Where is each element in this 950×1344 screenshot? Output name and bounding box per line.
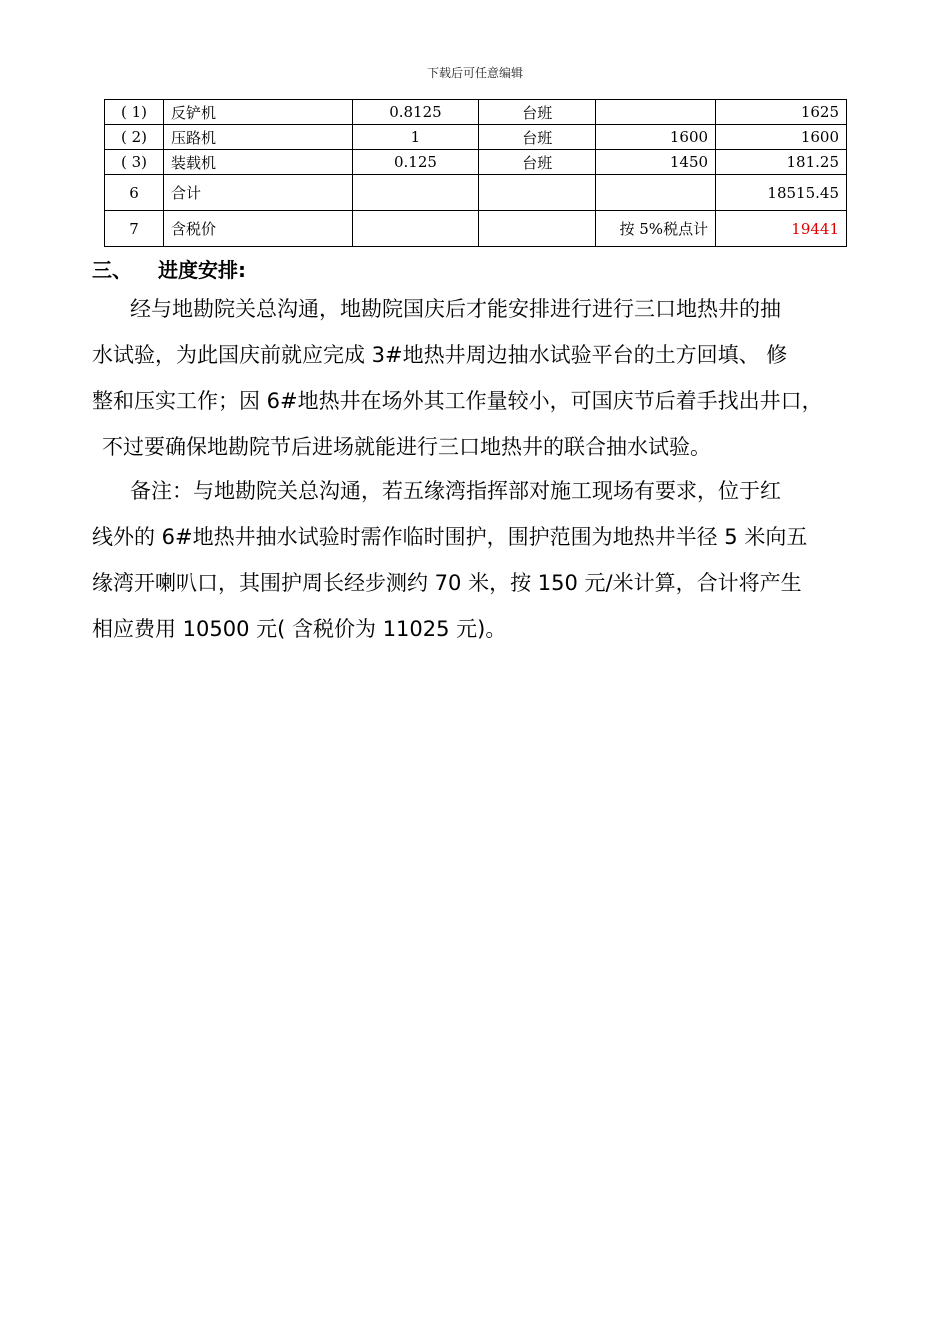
schedule-paragraph [92, 286, 864, 470]
item-name: 合计 [163, 175, 352, 211]
cost-table [104, 99, 847, 247]
tax-inclusive-total: 19441 [716, 211, 847, 247]
row-number: ( 3) [105, 150, 164, 175]
table-row [105, 150, 847, 175]
item-unit [479, 175, 596, 211]
page-header: 下载后可任意编辑 [426, 66, 523, 80]
item-name: 压路机 [163, 125, 352, 150]
subtotal-value: 18515.45 [716, 175, 847, 211]
row-number: 7 [105, 211, 164, 247]
section-heading [92, 254, 246, 283]
section-title: 进度安排: [158, 258, 246, 282]
paragraph-line: 备注：与地勘院关总沟通，若五缘湾指挥部对施工现场有要求，位于红 [130, 479, 781, 503]
table-row [105, 211, 847, 247]
row-number: ( 2) [105, 125, 164, 150]
paragraph-line: 缘湾开喇叭口，其围护周长经步测约 70 米，按 150 元/米计算，合计将产生 [92, 571, 802, 595]
item-unit: 台班 [479, 125, 596, 150]
paragraph-line: 不过要确保地勘院节后进场就能进行三口地热井的联合抽水试验。 [102, 435, 711, 459]
item-quantity: 1 [352, 125, 479, 150]
item-quantity: 0.8125 [352, 100, 479, 125]
item-price [596, 175, 716, 211]
paragraph-line: 相应费用 10500 元( 含税价为 11025 元)。 [92, 617, 507, 641]
item-name: 装载机 [163, 150, 352, 175]
item-name: 反铲机 [163, 100, 352, 125]
row-number: 6 [105, 175, 164, 211]
table-row [105, 125, 847, 150]
remark-paragraph [92, 468, 864, 652]
item-total: 1625 [716, 100, 847, 125]
item-unit: 台班 [479, 100, 596, 125]
table-row [105, 175, 847, 211]
item-unit [479, 211, 596, 247]
item-total: 181.25 [716, 150, 847, 175]
item-unit: 台班 [479, 150, 596, 175]
item-quantity: 0.125 [352, 150, 479, 175]
item-quantity [352, 175, 479, 211]
item-quantity [352, 211, 479, 247]
item-price: 1600 [596, 125, 716, 150]
item-price [596, 100, 716, 125]
row-number: ( 1) [105, 100, 164, 125]
item-price: 1450 [596, 150, 716, 175]
paragraph-line: 水试验，为此国庆前就应完成 3#地热井周边抽水试验平台的土方回填、 修 [92, 343, 788, 367]
item-name: 含税价 [163, 211, 352, 247]
paragraph-line: 经与地勘院关总沟通，地勘院国庆后才能安排进行进行三口地热井的抽 [130, 297, 781, 321]
section-number: 三、 [92, 258, 132, 282]
table-row [105, 100, 847, 125]
item-total: 1600 [716, 125, 847, 150]
paragraph-line: 整和压实工作；因 6#地热井在场外其工作量较小，可国庆节后着手找出井口， [92, 389, 823, 413]
tax-note: 按 5%税点计 [596, 211, 716, 247]
paragraph-line: 线外的 6#地热井抽水试验时需作临时围护，围护范围为地热井半径 5 米向五 [92, 525, 808, 549]
